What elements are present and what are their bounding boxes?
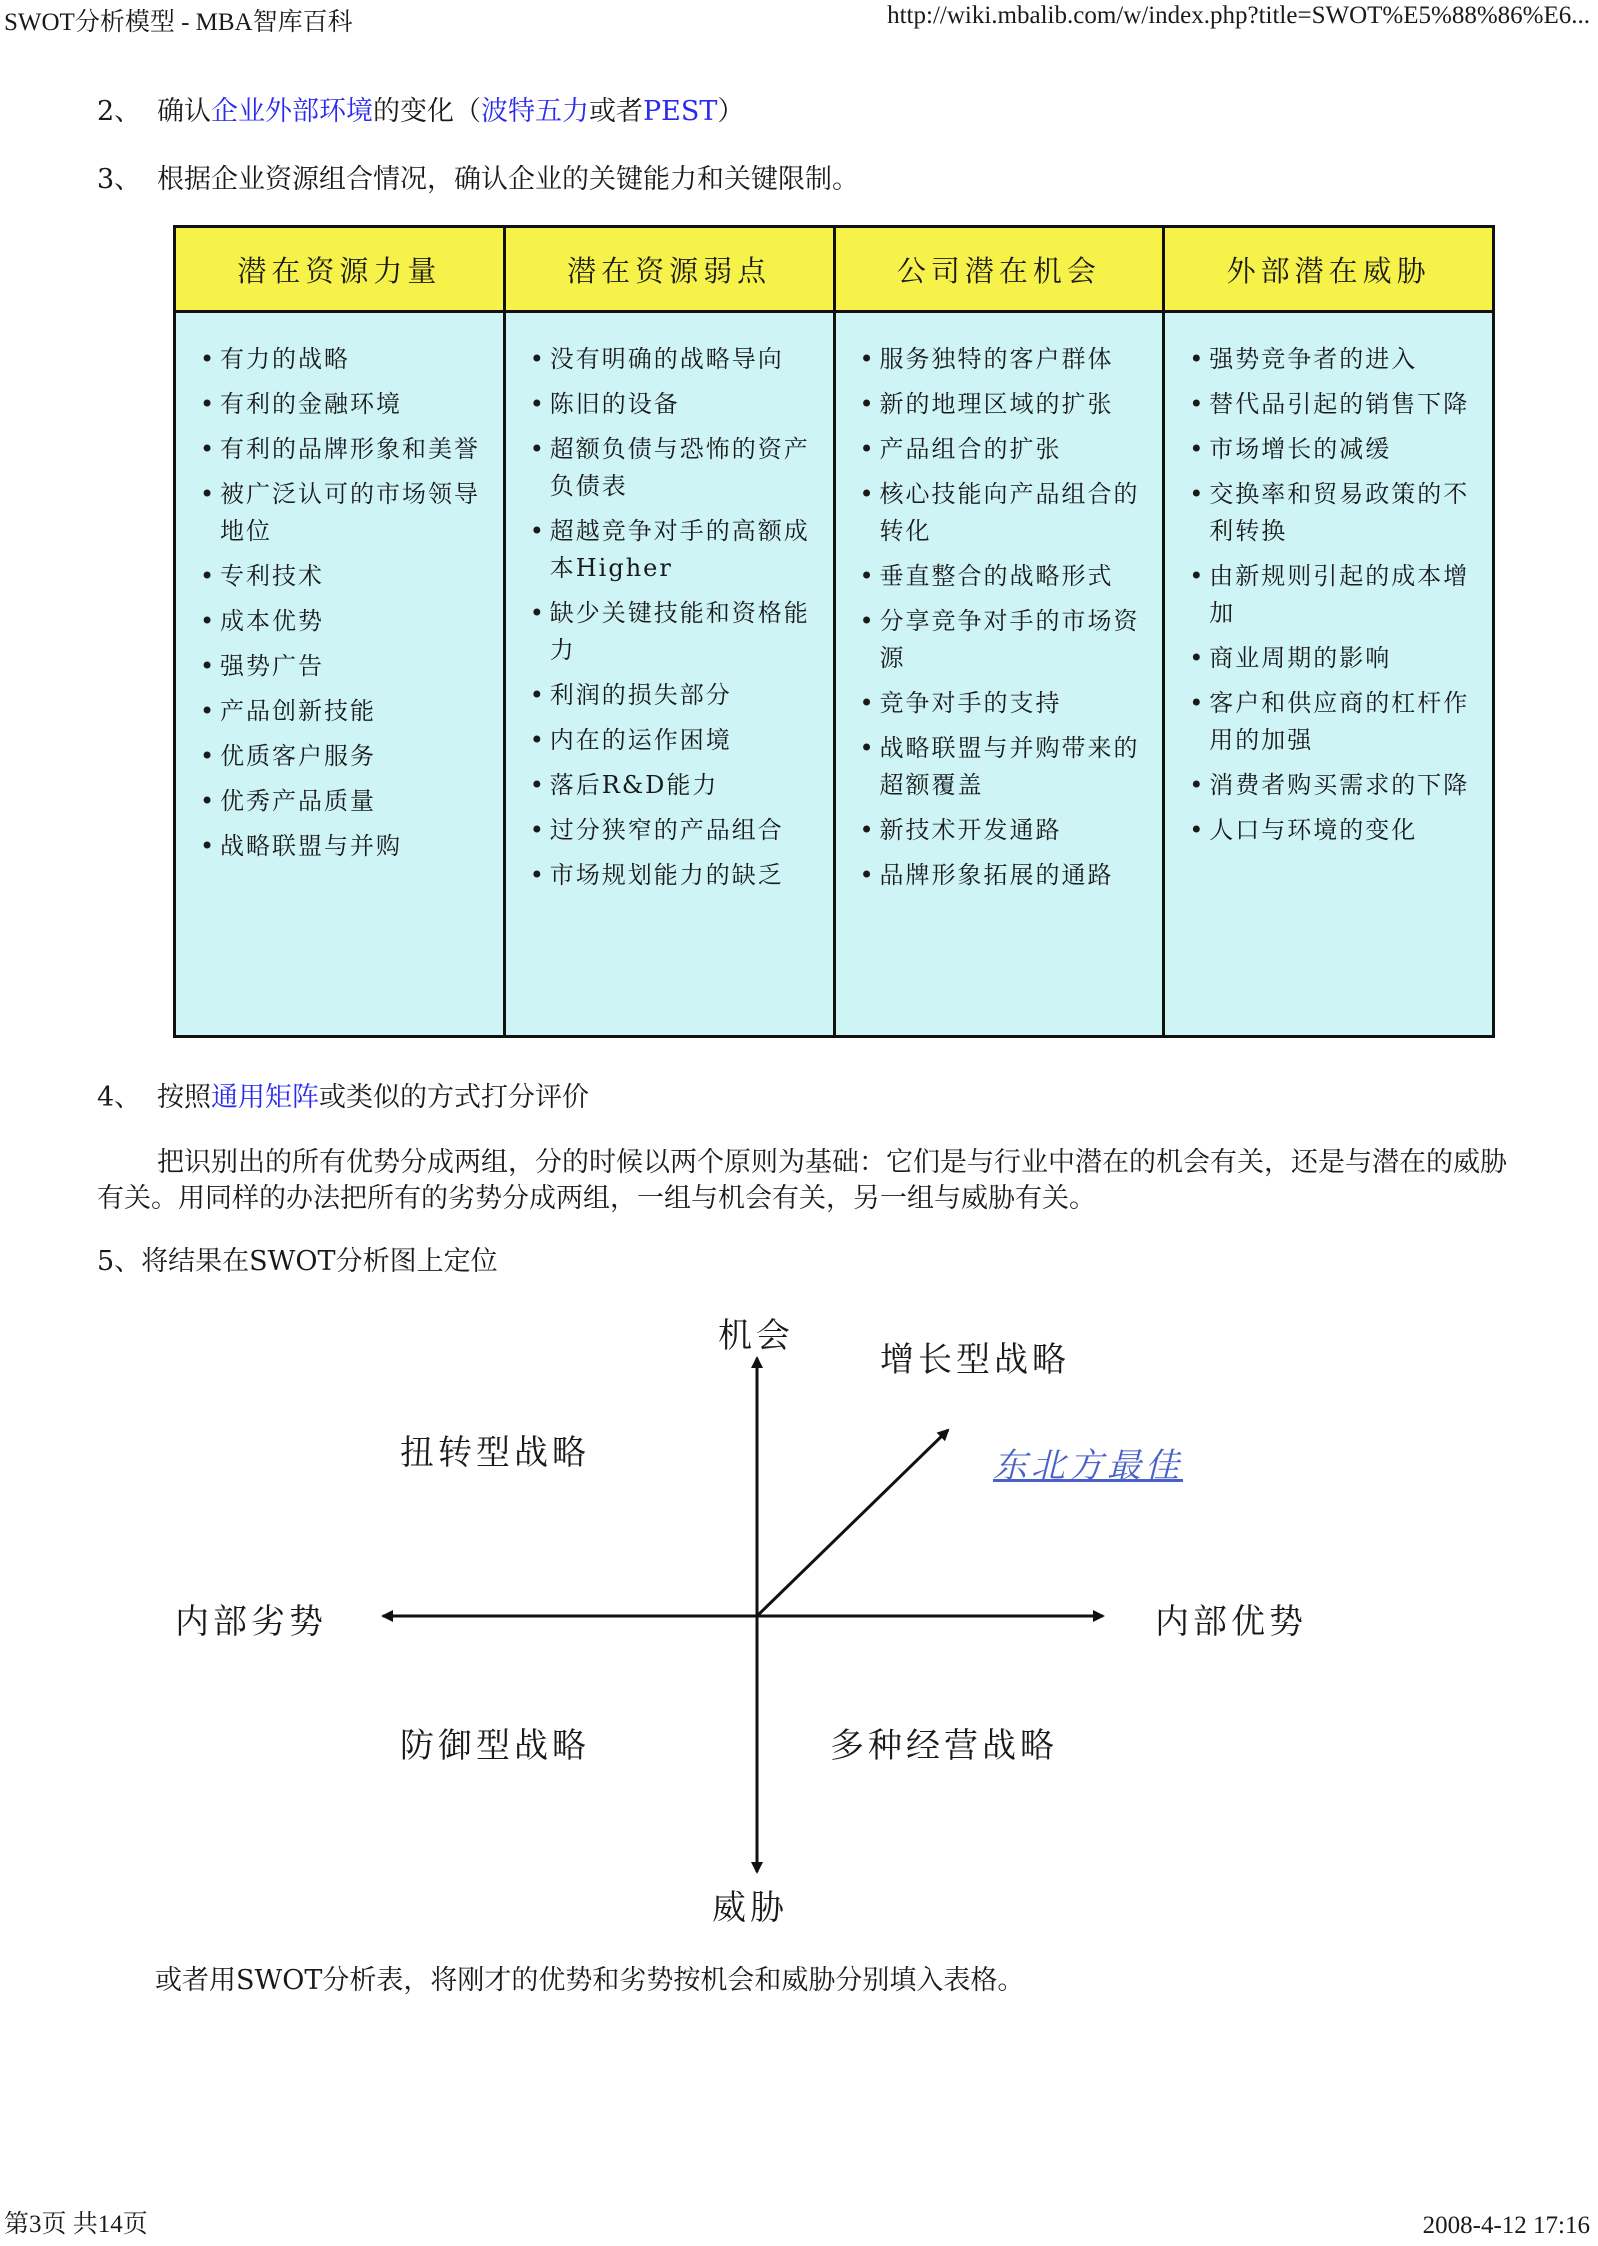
factor-item: • 市场增长的减缓 bbox=[1189, 431, 1474, 468]
label-growth-strategy: 增长型战略 bbox=[880, 1340, 1070, 1380]
factor-item: • 有利的品牌形象和美誉 bbox=[200, 431, 485, 468]
factor-item: • 有力的战略 bbox=[200, 341, 485, 378]
factor-item: • 落后R&D能力 bbox=[530, 767, 815, 804]
factor-item: • 战略联盟与并购带来的超额覆盖 bbox=[860, 730, 1145, 804]
strengths-list bbox=[200, 341, 485, 865]
label-internal-strength: 内部优势 bbox=[1155, 1602, 1307, 1642]
factor-item: • 新技术开发通路 bbox=[860, 812, 1145, 849]
label-northeast-best: 东北方最佳 bbox=[993, 1446, 1183, 1486]
factor-item: • 产品组合的扩张 bbox=[860, 431, 1145, 468]
step-text: 或类似的方式打分评价 bbox=[319, 1082, 589, 1113]
step-text: 或者 bbox=[589, 96, 643, 127]
step-4 bbox=[97, 1080, 589, 1116]
step-number: 2、 bbox=[97, 96, 142, 127]
factor-item: • 品牌形象拓展的通路 bbox=[860, 857, 1145, 894]
factor-item: • 成本优势 bbox=[200, 603, 485, 640]
step-5: 5、将结果在SWOT分析图上定位 bbox=[97, 1246, 498, 1277]
step-number: 3、 bbox=[97, 164, 142, 195]
label-turnaround-strategy: 扭转型战略 bbox=[400, 1433, 590, 1473]
factor-item: • 内在的运作困境 bbox=[530, 722, 815, 759]
page-header-url[interactable]: http://wiki.mbalib.com/w/index.php?title=SWOT%E5%88%86%E6... bbox=[887, 2, 1590, 29]
step-text: 根据企业资源组合情况，确认企业的关键能力和关键限制。 bbox=[157, 164, 859, 195]
factor-item: • 超额负债与恐怖的资产负债表 bbox=[530, 431, 815, 505]
factor-item: • 被广泛认可的市场领导地位 bbox=[200, 476, 485, 550]
page-header-title: SWOT分析模型 - MBA智库百科 bbox=[4, 9, 353, 36]
factor-item: • 市场规划能力的缺乏 bbox=[530, 857, 815, 894]
link-external-environment[interactable]: 企业外部环境 bbox=[211, 96, 373, 127]
label-threat: 威胁 bbox=[712, 1888, 788, 1928]
factor-item: • 产品创新技能 bbox=[200, 693, 485, 730]
grouping-paragraph: 把识别出的所有优势分成两组，分的时候以两个原则为基础：它们是与行业中潜在的机会有关，还是与潜在的威胁有关。用同样的办法把所有的劣势分成两组，一组与机会有关，另一组与威胁有关。 bbox=[97, 1147, 1507, 1214]
label-internal-weakness: 内部劣势 bbox=[175, 1602, 327, 1642]
factor-item: • 服务独特的客户群体 bbox=[860, 341, 1145, 378]
column-header-strengths: 潜在资源力量 bbox=[176, 228, 503, 310]
step-number: 4、 bbox=[97, 1082, 142, 1113]
factor-item: • 战略联盟与并购 bbox=[200, 828, 485, 865]
factor-item: • 客户和供应商的杠杆作用的加强 bbox=[1189, 685, 1474, 759]
factor-item: • 竞争对手的支持 bbox=[860, 685, 1145, 722]
factor-item: • 超越竞争对手的高额成本Higher bbox=[530, 513, 815, 587]
factor-item: • 交换率和贸易政策的不利转换 bbox=[1189, 476, 1474, 550]
column-header-weaknesses: 潜在资源弱点 bbox=[506, 228, 833, 310]
growth-direction-arrow bbox=[757, 1430, 948, 1616]
factor-item: • 优质客户服务 bbox=[200, 738, 485, 775]
threats-cell bbox=[1165, 313, 1492, 1035]
opportunities-cell bbox=[836, 313, 1163, 1035]
factor-item: • 没有明确的战略导向 bbox=[530, 341, 815, 378]
factor-item: • 人口与环境的变化 bbox=[1189, 812, 1474, 849]
factor-item: • 商业周期的影响 bbox=[1189, 640, 1474, 677]
factor-item: • 消费者购买需求的下降 bbox=[1189, 767, 1474, 804]
column-header-threats: 外部潜在威胁 bbox=[1165, 228, 1492, 310]
swot-position-diagram bbox=[0, 1290, 1598, 1930]
factor-item: • 过分狭窄的产品组合 bbox=[530, 812, 815, 849]
label-defensive-strategy: 防御型战略 bbox=[400, 1726, 590, 1766]
factor-item: • 替代品引起的销售下降 bbox=[1189, 386, 1474, 423]
weaknesses-list bbox=[530, 341, 815, 894]
factor-item: • 核心技能向产品组合的转化 bbox=[860, 476, 1145, 550]
step-text: ） bbox=[717, 96, 745, 127]
factor-item: • 由新规则引起的成本增加 bbox=[1189, 558, 1474, 632]
link-pest[interactable]: PEST bbox=[643, 96, 718, 127]
closing-text: 或者用SWOT分析表，将刚才的优势和劣势按机会和威胁分别填入表格。 bbox=[155, 1965, 1025, 1996]
print-datetime: 2008-4-12 17:16 bbox=[1422, 2212, 1590, 2239]
factor-item: • 新的地理区域的扩张 bbox=[860, 386, 1145, 423]
step-text: 按照 bbox=[157, 1082, 211, 1113]
factor-item: • 利润的损失部分 bbox=[530, 677, 815, 714]
factor-item: • 优秀产品质量 bbox=[200, 783, 485, 820]
swot-factor-table bbox=[173, 225, 1495, 1038]
threats-list bbox=[1189, 341, 1474, 849]
step-2 bbox=[97, 94, 744, 130]
factor-item: • 分享竞争对手的市场资源 bbox=[860, 603, 1145, 677]
step-text: 确认 bbox=[157, 96, 211, 127]
link-porter-five-forces[interactable]: 波特五力 bbox=[481, 96, 589, 127]
weaknesses-cell bbox=[506, 313, 833, 1035]
factor-item: • 强势竞争者的进入 bbox=[1189, 341, 1474, 378]
label-opportunity: 机会 bbox=[718, 1316, 794, 1356]
factor-item: • 垂直整合的战略形式 bbox=[860, 558, 1145, 595]
strengths-cell bbox=[176, 313, 503, 1035]
factor-item: • 专利技术 bbox=[200, 558, 485, 595]
page-counter: 第3页 共14页 bbox=[4, 2211, 148, 2238]
factor-item: • 缺少关键技能和资格能力 bbox=[530, 595, 815, 669]
label-diversification-strategy: 多种经营战略 bbox=[830, 1726, 1058, 1766]
step-text: 的变化（ bbox=[373, 96, 481, 127]
opportunities-list bbox=[860, 341, 1145, 894]
factor-item: • 有利的金融环境 bbox=[200, 386, 485, 423]
step-3 bbox=[97, 162, 859, 198]
column-header-opportunities: 公司潜在机会 bbox=[836, 228, 1163, 310]
factor-item: • 强势广告 bbox=[200, 648, 485, 685]
link-general-matrix[interactable]: 通用矩阵 bbox=[211, 1082, 319, 1113]
factor-item: • 陈旧的设备 bbox=[530, 386, 815, 423]
